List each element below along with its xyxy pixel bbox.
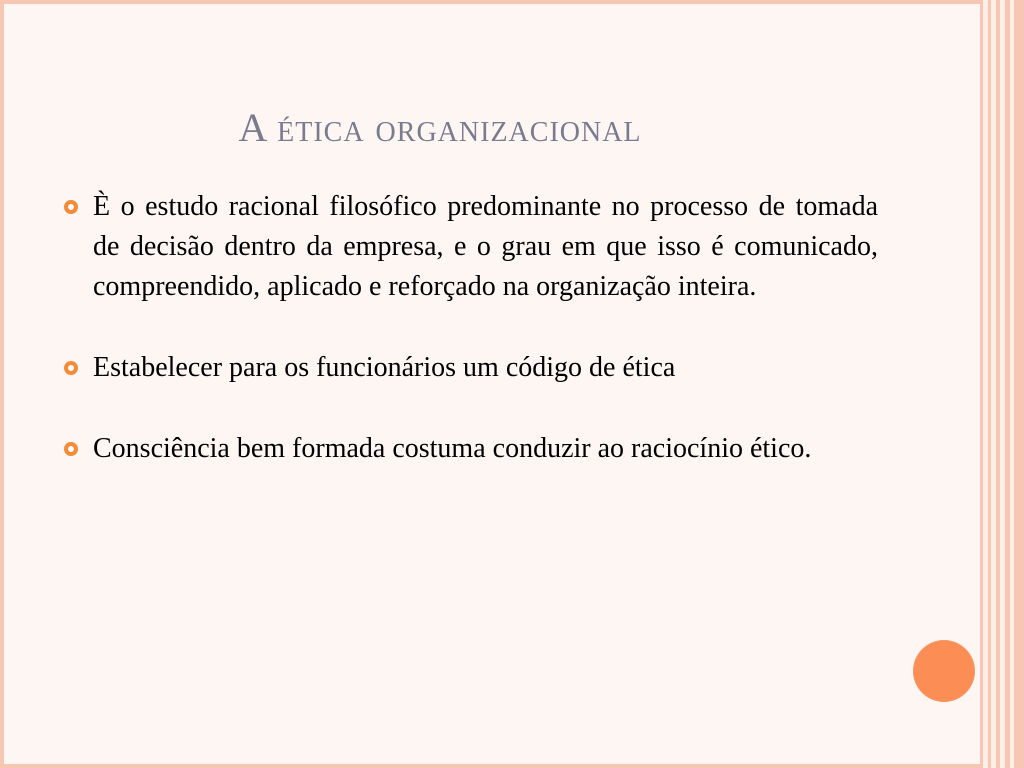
bullet-item xyxy=(64,429,878,469)
bullet-list xyxy=(64,187,878,469)
decorative-stripe xyxy=(1014,0,1024,768)
circle-bullet-icon xyxy=(64,361,78,375)
bullet-item xyxy=(64,348,878,388)
slide-title: A ética organizacional xyxy=(238,105,642,150)
bullet-text: Estabelecer para os funcionários um código de ética xyxy=(93,352,676,383)
circle-bullet-icon xyxy=(64,200,78,214)
bullet-text: È o estudo racional filosófico predominante no processo de tomada de decisão dentro da empresa, e o grau em que isso é comunicado, compreendido, aplicado e reforçado na organização inteira. xyxy=(93,191,878,302)
orange-circle-icon xyxy=(913,640,975,702)
circle-bullet-icon xyxy=(64,442,78,456)
bullet-item xyxy=(64,187,878,307)
bullet-text: Consciência bem formada costuma conduzir ao raciocínio ético. xyxy=(93,433,812,464)
